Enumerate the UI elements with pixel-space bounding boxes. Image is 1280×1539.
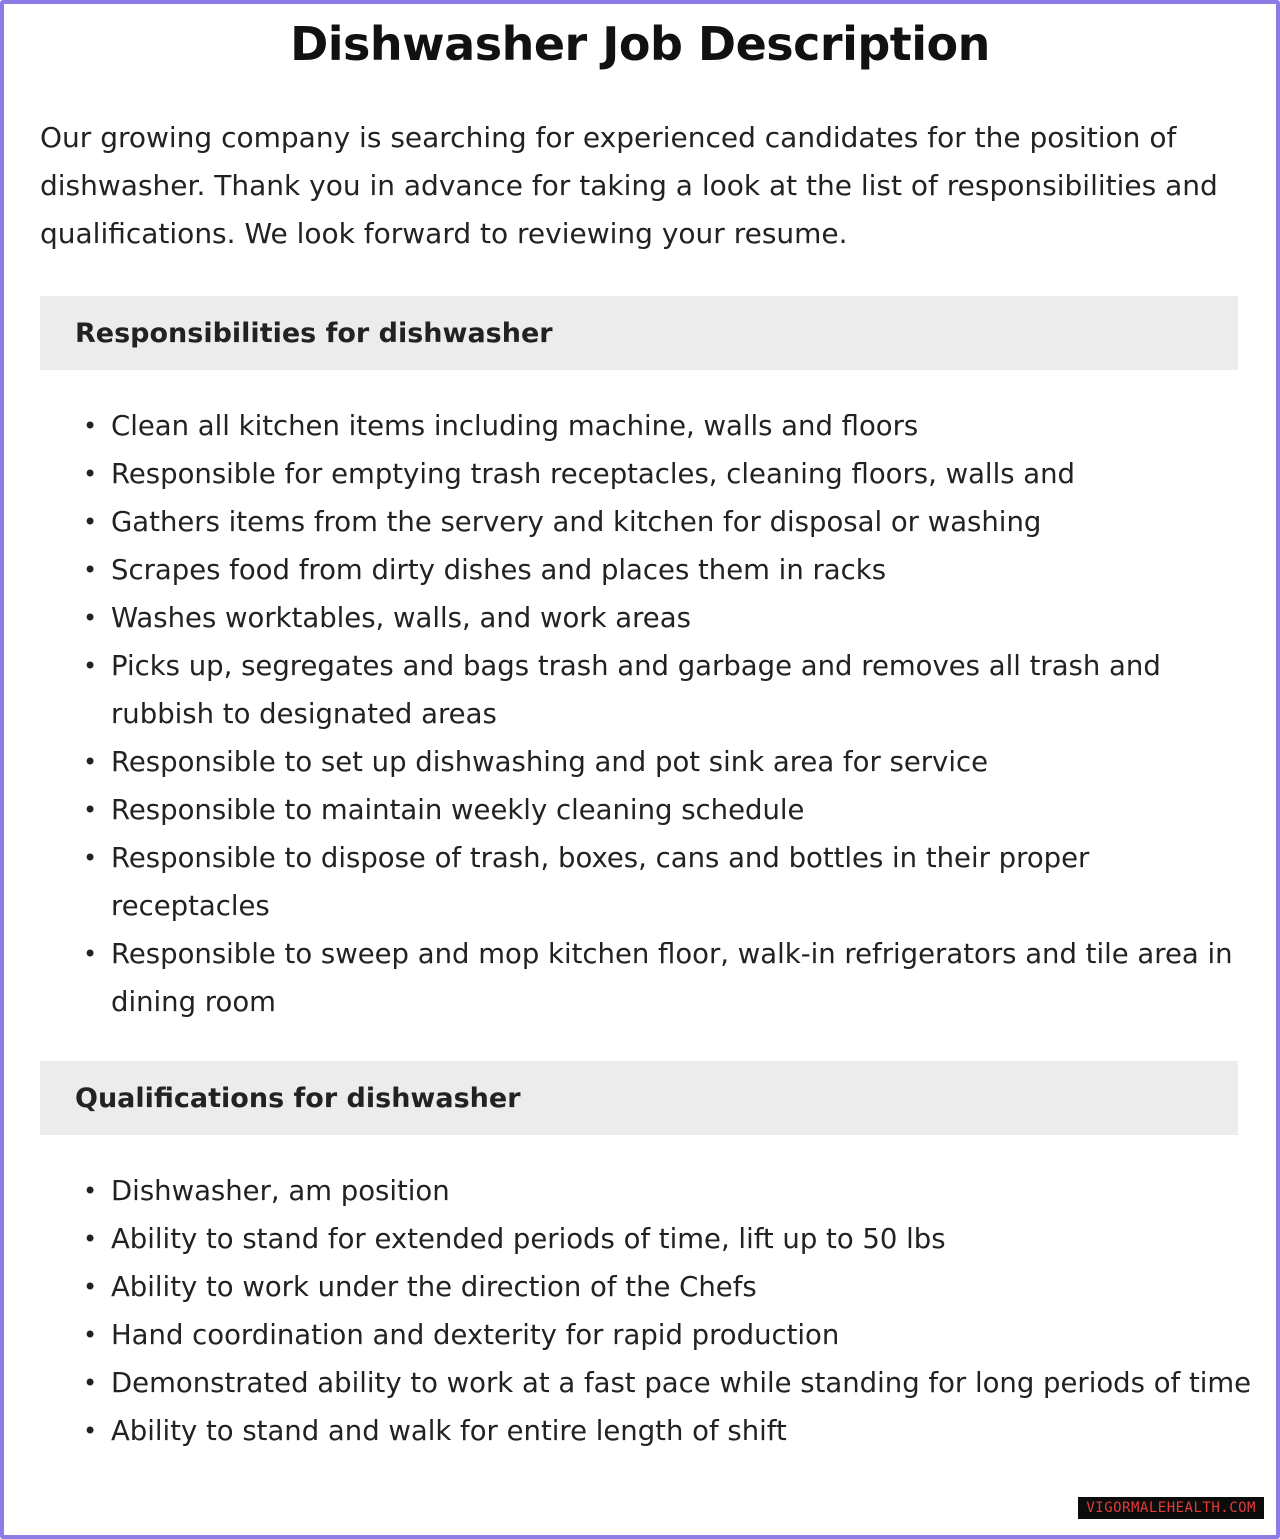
list-item-text: Gathers items from the servery and kitchen for disposal or washing xyxy=(111,506,1042,538)
list-item-text: Hand coordination and dexterity for rapid production xyxy=(111,1319,840,1351)
bullet-icon: • xyxy=(83,1273,98,1301)
list-item xyxy=(83,642,1256,738)
responsibilities-heading: Responsibilities for dishwasher xyxy=(40,296,1238,370)
bullet-icon: • xyxy=(83,556,98,584)
bullet-icon: • xyxy=(83,604,98,632)
list-item-text: Ability to stand for extended periods of time, lift up to 50 lbs xyxy=(111,1223,946,1255)
qualifications-heading: Qualifications for dishwasher xyxy=(40,1061,1238,1135)
bullet-icon: • xyxy=(83,796,98,824)
bullet-icon: • xyxy=(83,1369,98,1397)
list-item-text: Ability to stand and walk for entire length of shift xyxy=(111,1415,787,1447)
list-item-text: Dishwasher, am position xyxy=(111,1175,450,1207)
qualifications-list xyxy=(16,1167,1256,1455)
watermark-label: VIGORMALEHEALTH.COM xyxy=(1078,1497,1264,1519)
list-item xyxy=(83,834,1256,930)
bullet-icon: • xyxy=(83,652,98,680)
responsibilities-list xyxy=(16,402,1256,1026)
list-item xyxy=(83,1407,1256,1455)
list-item-text: Clean all kitchen items including machine, walls and floors xyxy=(111,410,919,442)
list-item xyxy=(83,1167,1256,1215)
bullet-icon: • xyxy=(83,1177,98,1205)
list-item xyxy=(83,738,1256,786)
list-item xyxy=(83,546,1256,594)
bullet-icon: • xyxy=(83,1321,98,1349)
list-item-text: Responsible to maintain weekly cleaning schedule xyxy=(111,794,805,826)
bullet-icon: • xyxy=(83,460,98,488)
list-item-text: Washes worktables, walls, and work areas xyxy=(111,602,691,634)
list-item-text: Ability to work under the direction of the Chefs xyxy=(111,1271,757,1303)
list-item xyxy=(83,498,1256,546)
bullet-icon: • xyxy=(83,748,98,776)
bullet-icon: • xyxy=(83,508,98,536)
list-item-text: Scrapes food from dirty dishes and places them in racks xyxy=(111,554,887,586)
document-body xyxy=(16,8,1264,1495)
list-item xyxy=(83,594,1256,642)
list-item xyxy=(83,786,1256,834)
bullet-icon: • xyxy=(83,1225,98,1253)
list-item xyxy=(83,1263,1256,1311)
list-item-text: Picks up, segregates and bags trash and garbage and removes all trash and rubbish to designated areas xyxy=(111,650,1161,730)
bullet-icon: • xyxy=(83,412,98,440)
list-item xyxy=(83,402,1256,450)
list-item xyxy=(83,1359,1256,1407)
list-item-text: Responsible to set up dishwashing and pot sink area for service xyxy=(111,746,988,778)
intro-paragraph: Our growing company is searching for experienced candidates for the position of dishwasher. Thank you in advance for taking a look at the list of responsibilities and qualifications. We look forward to reviewing your resume. xyxy=(40,121,1218,250)
list-item xyxy=(83,1311,1256,1359)
page-title: Dishwasher Job Description xyxy=(290,17,990,71)
bullet-icon: • xyxy=(83,940,98,968)
list-item-text: Responsible to dispose of trash, boxes, cans and bottles in their proper receptacles xyxy=(111,842,1090,922)
list-item xyxy=(83,1215,1256,1263)
list-item-text: Responsible for emptying trash receptacles, cleaning floors, walls and xyxy=(111,458,1076,490)
list-item xyxy=(83,930,1256,1026)
bullet-icon: • xyxy=(83,1417,98,1445)
list-item-text: Demonstrated ability to work at a fast pace while standing for long periods of time xyxy=(111,1367,1252,1399)
list-item-text: Responsible to sweep and mop kitchen floor, walk-in refrigerators and tile area in dining room xyxy=(111,938,1233,1018)
bullet-icon: • xyxy=(83,844,98,872)
list-item xyxy=(83,450,1256,498)
